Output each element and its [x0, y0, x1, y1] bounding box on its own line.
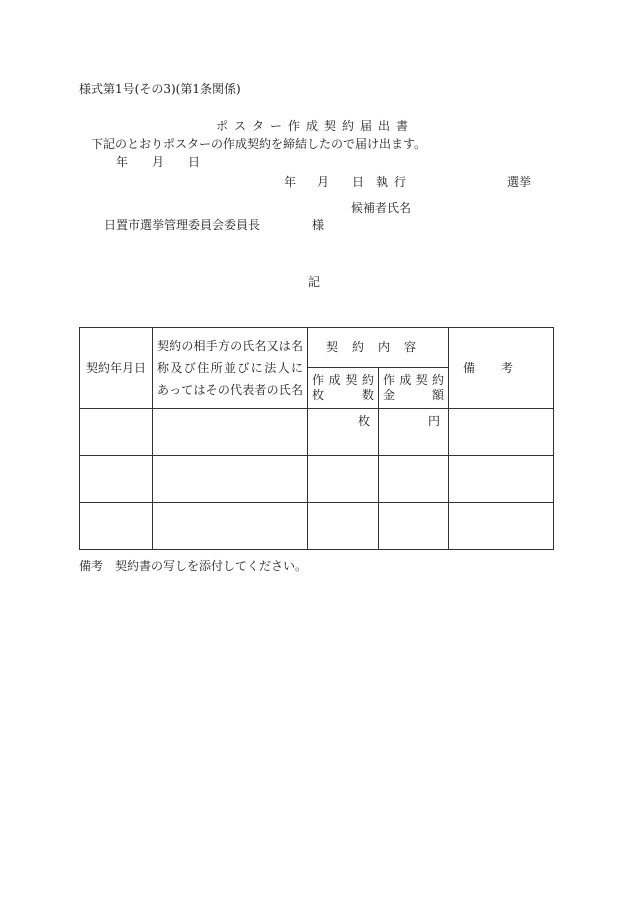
header-amount — [379, 368, 449, 409]
cell-date[interactable] — [80, 456, 153, 503]
cell-remarks[interactable] — [449, 503, 554, 550]
header-contract-date: 契約年月日 — [80, 328, 153, 409]
cell-party[interactable] — [153, 409, 308, 456]
party-header-line: 称及び住所並びに法人に — [157, 361, 303, 375]
remarks-note: 備考 契約書の写しを添付してください。 — [79, 559, 308, 573]
party-header-line: 契約の相手方の氏名又は名 — [157, 339, 303, 353]
date-day-label: 日 — [188, 155, 201, 169]
document-title: ポスター作成契約届出書 — [215, 119, 414, 133]
table-row — [80, 456, 554, 503]
header-contract-party — [153, 328, 308, 409]
election-execute-label: 執行 — [376, 175, 413, 189]
submission-date[interactable] — [116, 155, 200, 169]
cell-count[interactable] — [308, 456, 379, 503]
addressee: 日置市選挙管理委員会委員長 — [104, 218, 261, 232]
cell-party[interactable] — [153, 503, 308, 550]
intro-text: 下記のとおりポスターの作成契約を締結したので届け出ます。 — [91, 137, 427, 151]
header-contract-content: 契約内容 — [308, 328, 449, 368]
cell-count[interactable] — [308, 503, 379, 550]
contract-table — [79, 327, 554, 550]
cell-amount[interactable] — [379, 409, 449, 456]
cell-date[interactable] — [80, 503, 153, 550]
cell-amount[interactable] — [379, 503, 449, 550]
table-row — [80, 409, 554, 456]
party-header-line: あってはその代表者の氏名 — [157, 383, 303, 397]
election-name-suffix: 選挙 — [507, 175, 532, 189]
sub-header-line: 作成契約 — [383, 373, 445, 387]
cell-amount[interactable] — [379, 456, 449, 503]
election-date[interactable] — [284, 175, 412, 189]
header-sheet-count — [308, 368, 379, 409]
honorific: 様 — [312, 218, 325, 232]
header-remarks: 備考 — [449, 328, 554, 409]
election-year-label: 年 — [284, 175, 297, 189]
sub-header-line: 枚数 — [312, 388, 374, 402]
sub-header-line: 作成契約 — [312, 373, 374, 387]
cell-party[interactable] — [153, 456, 308, 503]
table-row — [80, 503, 554, 550]
unit-sheets: 枚 — [357, 414, 370, 428]
cell-remarks[interactable] — [449, 409, 554, 456]
election-day-label: 日 — [352, 175, 365, 189]
form-number: 様式第1号(その3)(第1条関係) — [79, 82, 241, 96]
cell-count[interactable] — [308, 409, 379, 456]
election-month-label: 月 — [317, 175, 330, 189]
cell-date[interactable] — [80, 409, 153, 456]
cell-remarks[interactable] — [449, 456, 554, 503]
date-month-label: 月 — [152, 155, 165, 169]
unit-yen: 円 — [428, 414, 441, 428]
ki-marker: 記 — [308, 275, 321, 289]
date-year-label: 年 — [116, 155, 129, 169]
candidate-name-label: 候補者氏名 — [351, 201, 412, 215]
sub-header-line: 金額 — [383, 388, 445, 402]
